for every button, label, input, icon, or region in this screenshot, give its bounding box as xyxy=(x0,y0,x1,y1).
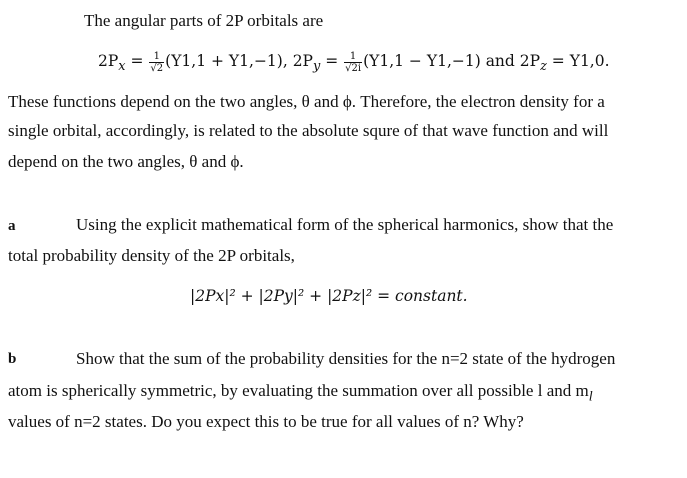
fraction-1-sqrt2i xyxy=(344,51,362,74)
eq-sub-y: y xyxy=(313,59,321,75)
eq-sub-z: z xyxy=(540,59,547,75)
fraction-denominator: √2 xyxy=(150,62,164,74)
intro-line-5: depend on the two angles, θ and ϕ. xyxy=(8,152,244,171)
part-b-label: b xyxy=(8,351,17,367)
part-b-sub-l: l xyxy=(588,388,593,405)
eq-2pz-rhs: = Y1,0. xyxy=(546,52,610,70)
eq-2py-rhs: (Y1,1 − Y1,−1) and 2P xyxy=(363,52,541,70)
orbital-equation xyxy=(98,50,610,78)
part-a-equation: |2Px|² + |2Py|² + |2Pz|² = constant. xyxy=(190,287,468,305)
fraction-numerator: 1 xyxy=(149,51,164,63)
fraction-1-sqrt2 xyxy=(149,51,164,74)
intro-line-1: The angular parts of 2P orbitals are xyxy=(84,11,324,30)
eq-sub-x: x xyxy=(118,59,126,75)
intro-line-3: These functions depend on the two angles, θ and ϕ. Therefore, the electron density for a xyxy=(8,92,605,111)
eq-2px-rhs: (Y1,1 + Y1,−1), 2P xyxy=(165,52,313,70)
fraction-numerator-2: 1 xyxy=(344,51,362,63)
part-b-line-1: Show that the sum of the probability densities for the n=2 state of the hydrogen xyxy=(76,349,616,368)
eq-sign: = xyxy=(125,52,149,70)
part-a-label: a xyxy=(8,218,16,234)
part-a-line-1: Using the explicit mathematical form of the spherical harmonics, show that the xyxy=(76,215,614,234)
intro-line-4: single orbital, accordingly, is related to the absolute squre of that wave function and will xyxy=(8,121,609,140)
eq-sign-2: = xyxy=(320,52,344,70)
part-b-line-2 xyxy=(8,380,593,407)
eq-2px-lhs: 2P xyxy=(98,52,119,70)
fraction-denominator-2: √2i xyxy=(345,62,362,74)
part-a-line-2: total probability density of the 2P orbitals, xyxy=(8,246,295,265)
part-b-line-3: values of n=2 states. Do you expect this to be true for all values of n? Why? xyxy=(8,412,524,431)
part-b-line-2-text: atom is spherically symmetric, by evaluating the summation over all possible l and m xyxy=(8,381,589,400)
